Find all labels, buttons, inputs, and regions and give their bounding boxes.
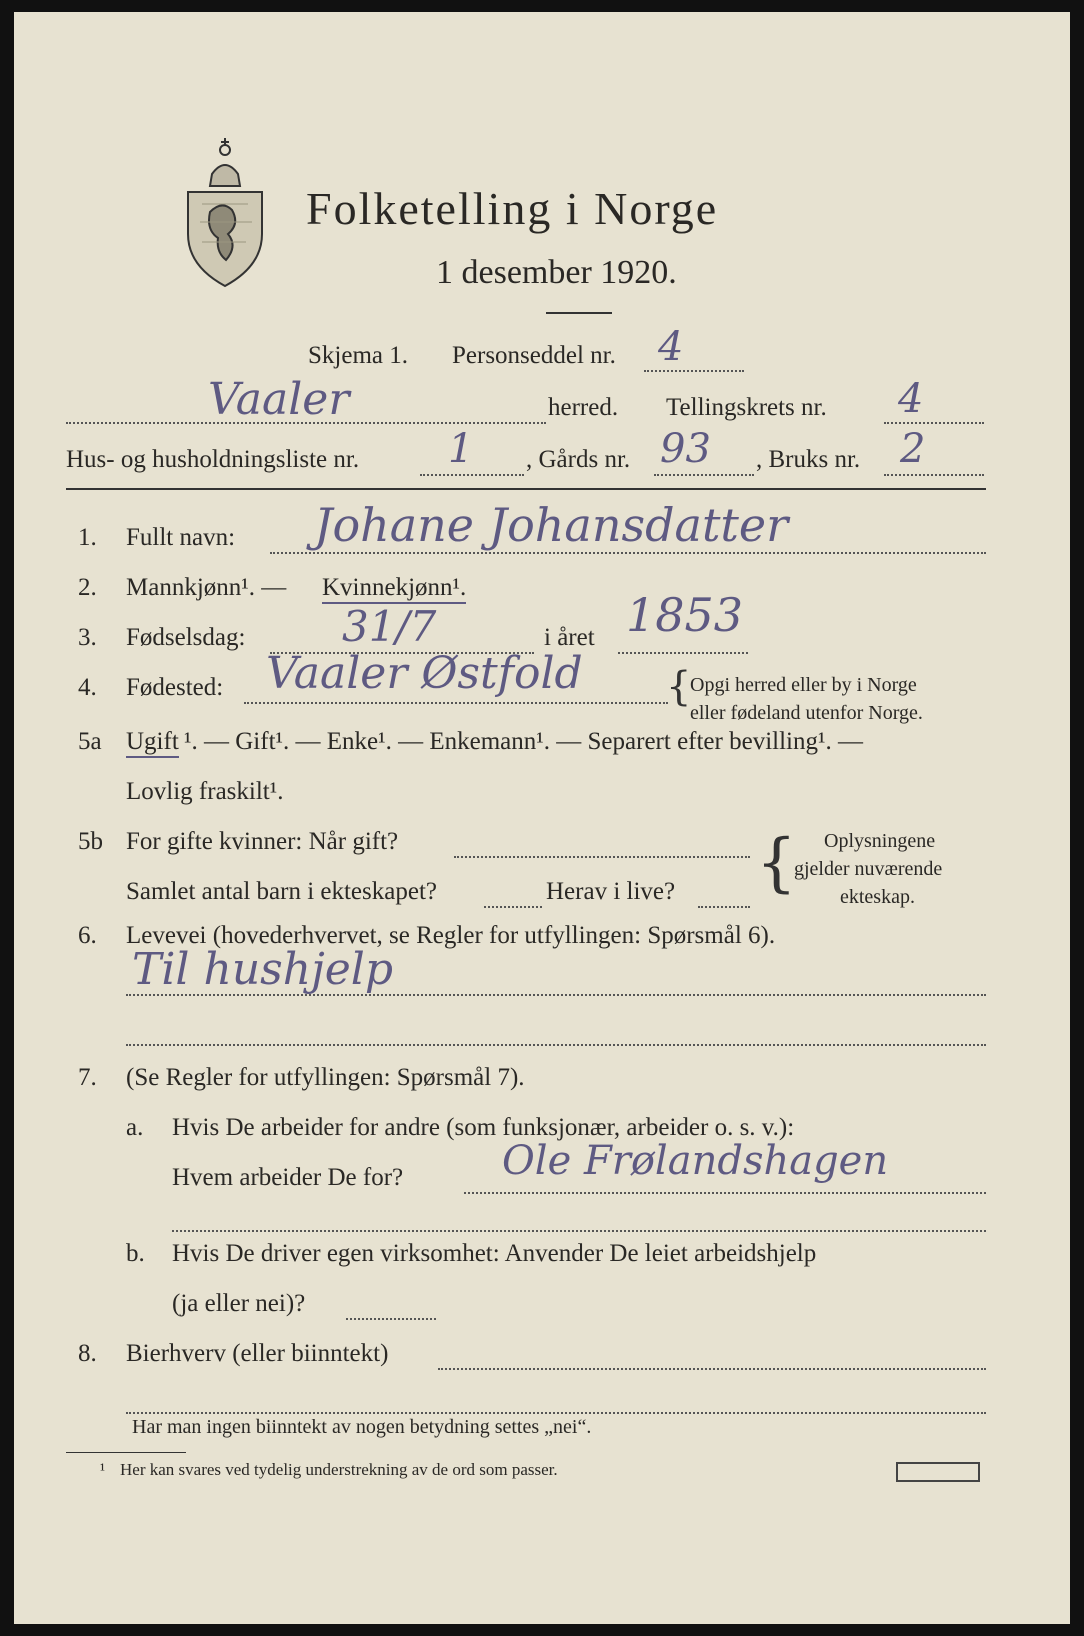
title-divider — [546, 312, 612, 314]
census-form-page — [14, 12, 1070, 1624]
personseddel-label: Personseddel nr. — [452, 342, 616, 369]
q1-number: 1. — [78, 524, 97, 551]
q1-label: Fullt navn: — [126, 524, 236, 551]
q5b-note-1: Oplysningene — [824, 830, 936, 852]
q3-year-label: i året — [544, 624, 595, 651]
herred-label: herred. — [548, 394, 619, 421]
tellingskrets-value: 4 — [898, 376, 924, 422]
q7a-value: Ole Frølandshagen — [502, 1138, 889, 1184]
q5b-children: Samlet antal barn i ekteskapet? — [126, 878, 437, 905]
q4-label: Fødested: — [126, 674, 224, 701]
q5a-line2: Lovlig fraskilt¹. — [126, 778, 284, 805]
personseddel-line — [644, 370, 744, 372]
q8-line — [438, 1368, 986, 1370]
q5b-brace: { — [756, 826, 797, 900]
q7a-letter: a. — [126, 1114, 144, 1141]
q5b-children-line — [484, 906, 542, 908]
form-title: Folketelling i Norge — [306, 183, 719, 234]
q7a-line — [464, 1192, 986, 1194]
bruks-value: 2 — [900, 426, 926, 472]
q2-number: 2. — [78, 574, 97, 601]
bruks-line — [884, 474, 984, 476]
q5a-options: ¹. — Gift¹. — Enke¹. — Enkemann¹. — Separert efter bevilling¹. — — [184, 728, 863, 755]
q8-line-2 — [126, 1412, 986, 1414]
q7-number: 7. — [78, 1064, 97, 1091]
q4-brace: { — [666, 664, 692, 710]
q3-label: Fødselsdag: — [126, 624, 246, 651]
header-rule — [66, 488, 986, 490]
q4-value: Vaaler Østfold — [266, 648, 583, 699]
q5a-number: 5a — [78, 728, 102, 755]
q7b-line — [346, 1318, 436, 1320]
gards-value: 93 — [660, 426, 711, 472]
q3-year-value: 1853 — [626, 588, 744, 642]
personseddel-value: 4 — [658, 324, 684, 370]
q1-line — [270, 552, 986, 554]
q7-label: (Se Regler for utfyllingen: Spørsmål 7). — [126, 1064, 525, 1091]
q8-label: Bierhverv (eller biinntekt) — [126, 1340, 389, 1367]
q6-value: Til hushjelp — [132, 944, 393, 995]
tellingskrets-label: Tellingskrets nr. — [666, 394, 827, 421]
q4-number: 4. — [78, 674, 97, 701]
footnote-mark: ¹ — [100, 1460, 106, 1479]
q7b-question: (ja eller nei)? — [172, 1290, 306, 1317]
q7a-line-2 — [172, 1230, 986, 1232]
hus-label: Hus- og husholdningsliste nr. — [66, 446, 360, 473]
herred-value: Vaaler — [208, 374, 350, 425]
q3-year-line — [618, 652, 748, 654]
q7a-question: Hvem arbeider De for? — [172, 1164, 404, 1191]
footer-note: Har man ingen biinntekt av nogen betydning settes „nei“. — [132, 1416, 592, 1438]
footnote-rule — [66, 1452, 186, 1453]
q3-value: 31/7 — [342, 602, 437, 651]
q7a-text: Hvis De arbeider for andre (som funksjonær, arbeider o. s. v.): — [172, 1114, 795, 1141]
q5b-alive-line — [698, 906, 750, 908]
q5b-alive: Herav i live? — [546, 878, 676, 905]
q2-female: Kvinnekjønn¹. — [322, 574, 466, 604]
skjema-label: Skjema 1. — [308, 342, 408, 369]
q5b-label: For gifte kvinner: Når gift? — [126, 828, 399, 855]
q6-line-2 — [126, 1044, 986, 1046]
printer-stamp-icon — [896, 1462, 980, 1482]
q5b-line — [454, 856, 750, 858]
q6-label: Levevei (hovederhvervet, se Regler for utfyllingen: Spørsmål 6). — [126, 922, 776, 949]
q4-note-2: eller fødeland utenfor Norge. — [690, 702, 923, 724]
q1-value: Johane Johansdatter — [314, 498, 789, 552]
q5a-ugift: Ugift — [126, 728, 179, 758]
q3-number: 3. — [78, 624, 97, 651]
q2-male: Mannkjønn¹. — — [126, 574, 287, 601]
bruks-label: , Bruks nr. — [756, 446, 861, 473]
q4-note-1: Opgi herred eller by i Norge — [690, 674, 917, 696]
q7b-letter: b. — [126, 1240, 145, 1267]
q5b-note-2: gjelder nuværende — [794, 858, 943, 880]
coat-of-arms-icon — [182, 134, 268, 290]
q4-line — [244, 702, 668, 704]
q5b-note-3: ekteskap. — [840, 886, 915, 908]
q6-number: 6. — [78, 922, 97, 949]
q5b-number: 5b — [78, 828, 103, 855]
hus-value: 1 — [448, 426, 474, 472]
q7b-text: Hvis De driver egen virksomhet: Anvender De leiet arbeidshjelp — [172, 1240, 817, 1267]
gards-label: , Gårds nr. — [526, 446, 631, 473]
gards-line — [654, 474, 754, 476]
tellingskrets-line — [884, 422, 984, 424]
footnote-text: Her kan svares ved tydelig understrekning av de ord som passer. — [120, 1460, 558, 1479]
q8-number: 8. — [78, 1340, 97, 1367]
form-date: 1 desember 1920. — [436, 254, 677, 291]
hus-line — [420, 474, 524, 476]
